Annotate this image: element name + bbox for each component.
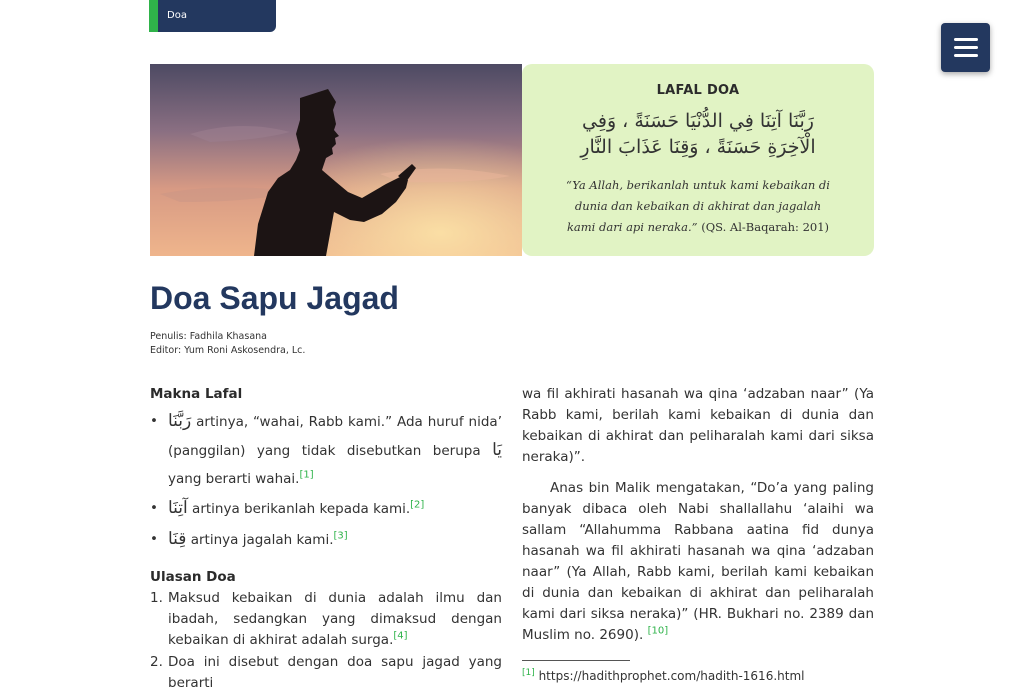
- footnote-link[interactable]: [10]: [647, 625, 669, 637]
- arabic-word: يَا: [492, 440, 502, 460]
- list-number: 2.: [150, 654, 163, 670]
- list-number: 1.: [150, 590, 163, 606]
- prayer-translation: [562, 175, 834, 238]
- footnote-link[interactable]: [3]: [333, 530, 348, 542]
- editor-line: Editor: Yum Roni Askosendra, Lc.: [150, 345, 306, 356]
- translation-source: (QS. Al-Baqarah: 201): [701, 220, 830, 234]
- prayer-title: LAFAL DOA: [656, 83, 740, 98]
- footnote-link[interactable]: [1]: [299, 469, 314, 481]
- bullet: •: [150, 500, 158, 516]
- menu-button[interactable]: [941, 23, 990, 72]
- footnote-link[interactable]: [4]: [393, 630, 408, 642]
- tab-accent-bar: [149, 0, 158, 32]
- list-item: [150, 493, 502, 524]
- arabic-word: قِنَا: [168, 529, 187, 549]
- item-text: artinya jagalah kami.: [186, 532, 334, 548]
- list-item: [150, 652, 502, 694]
- prayer-panel: [522, 64, 874, 256]
- translation-text: “Ya Allah, berikanlah untuk kami kebaikan di dunia dan kebaikan di akhirat dan jagalah kami dari api neraka.”: [566, 178, 830, 234]
- footnote-link-text[interactable]: https://hadithprophet.com/hadith-1616.html: [538, 669, 805, 683]
- hamburger-menu-icon-line: [954, 46, 978, 49]
- footnote-link[interactable]: [2]: [410, 499, 425, 511]
- paragraph: [522, 478, 874, 646]
- footnote-divider: [522, 660, 630, 661]
- paragraph-text: Anas bin Malik mengatakan, “Do’a yang paling banyak dibaca oleh Nabi shallallahu ‘alaihi wa sallam “Allahumma Rabbana aatina fid dunya hasanah wa fil akhirati hasanah wa qina ‘adzaban naar” (Ya Allah, Rabb kami, berilah kami kebaikan di dunia dan kebaikan di akhirat dan peliharalah kami dari siksa neraka)” (HR. Bukhari no. 2389 dan Muslim no. 2690).: [522, 480, 874, 643]
- bullet: •: [150, 531, 158, 547]
- item-text: Maksud kebaikan di dunia adalah ilmu dan ibadah, sedangkan yang dimaksud dengan kebaikan di akhirat adalah surga.: [168, 590, 502, 648]
- list-item: [150, 588, 502, 651]
- item-text: artinya, “wahai, Rabb kami.” Ada huruf nida’ (panggilan) yang tidak disebutkan berupa: [168, 414, 502, 459]
- item-text: yang berarti wahai.: [168, 471, 300, 487]
- hamburger-menu-icon-line: [954, 54, 978, 57]
- right-column: [522, 384, 874, 684]
- item-text: artinya berikanlah kepada kami.: [187, 501, 411, 517]
- hamburger-menu-icon: [954, 38, 978, 41]
- left-column: [150, 384, 502, 694]
- author-line: Penulis: Fadhila Khasana: [150, 331, 267, 342]
- arabic-word: آتِنَا: [168, 498, 188, 518]
- arabic-word: رَبَّنَا: [168, 411, 192, 431]
- category-tab[interactable]: [149, 0, 276, 32]
- hero-banner: [150, 64, 874, 256]
- makna-heading: Makna Lafal: [150, 386, 243, 402]
- bullet: •: [150, 413, 158, 429]
- tab-label: Doa: [167, 10, 187, 21]
- footnote: [522, 665, 874, 684]
- item-text: Doa ini disebut dengan doa sapu jagad yang berarti: [168, 654, 502, 691]
- list-item: [150, 407, 502, 493]
- ulasan-heading: Ulasan Doa: [150, 569, 236, 585]
- page-title: Doa Sapu Jagad: [150, 280, 399, 316]
- paragraph: wa fil akhirati hasanah wa qina ‘adzaban naar” (Ya Rabb kami, berilah kami kebaikan di dunia dan kebaikan di akhirat dan peliharalah kami dari siksa neraka)”.: [522, 386, 874, 465]
- footnote-number[interactable]: [1]: [522, 668, 535, 678]
- praying-man-image: [150, 64, 522, 256]
- list-item: [150, 524, 502, 555]
- prayer-arabic-text: رَبَّنَا آتِنَا فِي الدُّنْيَا حَسَنَةً ، وَفِي الْآخِرَةِ حَسَنَةً ، وَقِنَا عَذَابَ النَّارِ: [580, 110, 816, 158]
